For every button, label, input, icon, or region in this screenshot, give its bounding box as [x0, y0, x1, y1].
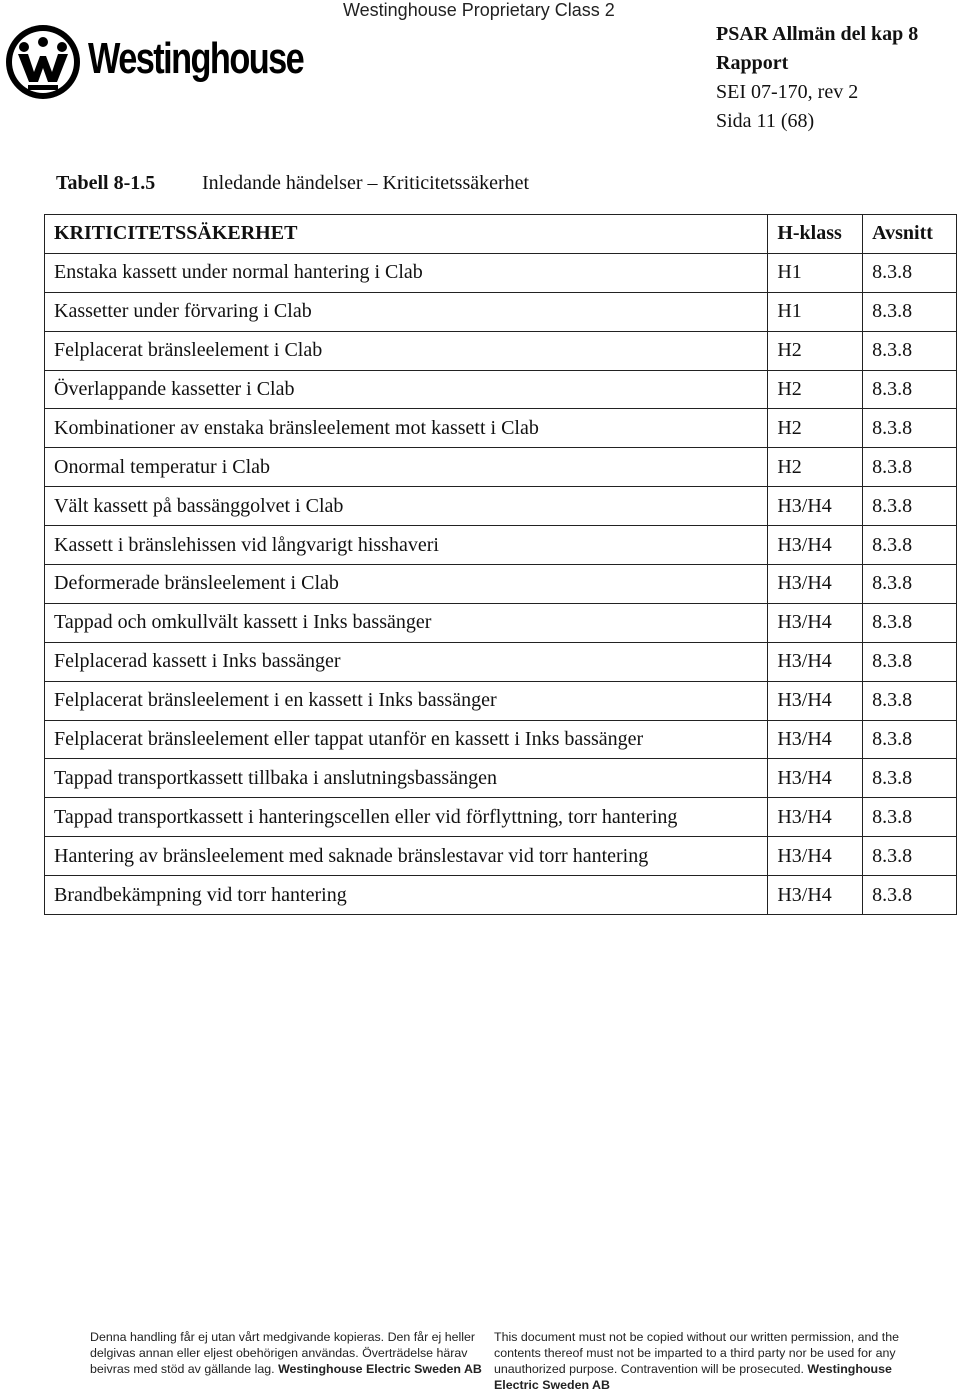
footer-en-text: This document must not be copied without our written permission, and the contents thereof must not be imparted to a third party nor be used for any unauthorized purpose. Contravention will be prosecuted.	[494, 1330, 899, 1376]
table-row	[45, 759, 957, 798]
footer-english-notice	[494, 1329, 934, 1393]
header-section: Avsnitt	[863, 215, 957, 254]
section-cell: 8.3.8	[863, 292, 957, 331]
event-cell: Kombinationer av enstaka bränsleelement mot kassett i Clab	[45, 409, 768, 448]
criticality-table	[44, 214, 957, 915]
document-type: Rapport	[716, 52, 789, 74]
event-cell: Onormal temperatur i Clab	[45, 448, 768, 487]
table-number: Tabell 8-1.5	[56, 172, 156, 194]
event-cell: Överlappande kassetter i Clab	[45, 370, 768, 409]
table-caption	[56, 172, 529, 195]
event-cell: Tappad transportkassett i hanteringscellen eller vid förflyttning, torr hantering	[45, 798, 768, 837]
h-class-cell: H3/H4	[768, 720, 863, 759]
h-class-cell: H3/H4	[768, 837, 863, 876]
section-cell: 8.3.8	[863, 253, 957, 292]
event-cell: Felplacerat bränsleelement eller tappat utanför en kassett i Inks bassänger	[45, 720, 768, 759]
footer-sv-company: Westinghouse Electric Sweden AB	[278, 1362, 482, 1376]
table-row	[45, 253, 957, 292]
h-class-cell: H3/H4	[768, 526, 863, 565]
h-class-cell: H3/H4	[768, 603, 863, 642]
h-class-cell: H1	[768, 253, 863, 292]
document-title: PSAR Allmän del kap 8	[716, 23, 919, 45]
section-cell: 8.3.8	[863, 798, 957, 837]
section-cell: 8.3.8	[863, 526, 957, 565]
section-cell: 8.3.8	[863, 487, 957, 526]
h-class-cell: H3/H4	[768, 642, 863, 681]
westinghouse-logo	[4, 20, 324, 104]
h-class-cell: H3/H4	[768, 565, 863, 604]
event-cell: Felplacerat bränsleelement i en kassett i Inks bassänger	[45, 681, 768, 720]
section-cell: 8.3.8	[863, 681, 957, 720]
table-row	[45, 448, 957, 487]
table-row	[45, 409, 957, 448]
westinghouse-circle-w-logo-icon	[4, 20, 82, 104]
h-class-cell: H1	[768, 292, 863, 331]
h-class-cell: H3/H4	[768, 798, 863, 837]
section-cell: 8.3.8	[863, 409, 957, 448]
h-class-cell: H3/H4	[768, 759, 863, 798]
table-row	[45, 603, 957, 642]
table-row	[45, 681, 957, 720]
table-row	[45, 642, 957, 681]
section-cell: 8.3.8	[863, 837, 957, 876]
h-class-cell: H2	[768, 448, 863, 487]
h-class-cell: H3/H4	[768, 876, 863, 915]
event-cell: Felplacerad kassett i Inks bassänger	[45, 642, 768, 681]
footer-swedish-notice	[90, 1329, 482, 1377]
section-cell: 8.3.8	[863, 603, 957, 642]
section-cell: 8.3.8	[863, 759, 957, 798]
table-title: Inledande händelser – Kriticitetssäkerhet	[202, 172, 530, 194]
event-cell: Tappad transportkassett tillbaka i anslutningsbassängen	[45, 759, 768, 798]
event-cell: Kassetter under förvaring i Clab	[45, 292, 768, 331]
event-cell: Hantering av bränsleelement med saknade bränslestavar vid torr hantering	[45, 837, 768, 876]
h-class-cell: H2	[768, 409, 863, 448]
event-cell: Brandbekämpning vid torr hantering	[45, 876, 768, 915]
table-row	[45, 565, 957, 604]
header-category: KRITICITETSSÄKERHET	[45, 215, 768, 254]
table-header-row	[45, 215, 957, 254]
table-row	[45, 876, 957, 915]
event-cell: Deformerade bränsleelement i Clab	[45, 565, 768, 604]
h-class-cell: H2	[768, 370, 863, 409]
section-cell: 8.3.8	[863, 876, 957, 915]
event-cell: Vält kassett på bassänggolvet i Clab	[45, 487, 768, 526]
table-row	[45, 526, 957, 565]
event-cell: Enstaka kassett under normal hantering i Clab	[45, 253, 768, 292]
h-class-cell: H2	[768, 331, 863, 370]
section-cell: 8.3.8	[863, 720, 957, 759]
document-info	[716, 20, 918, 136]
section-cell: 8.3.8	[863, 565, 957, 604]
page-number: Sida 11 (68)	[716, 110, 815, 132]
section-cell: 8.3.8	[863, 448, 957, 487]
event-cell: Tappad och omkullvält kassett i Inks bassänger	[45, 603, 768, 642]
classification-label: Westinghouse Proprietary Class 2	[343, 0, 615, 20]
event-cell: Felplacerat bränsleelement i Clab	[45, 331, 768, 370]
section-cell: 8.3.8	[863, 370, 957, 409]
h-class-cell: H3/H4	[768, 681, 863, 720]
table-row	[45, 331, 957, 370]
logo-wordmark: Westinghouse	[88, 34, 304, 83]
section-cell: 8.3.8	[863, 642, 957, 681]
header-h-class: H-klass	[768, 215, 863, 254]
table-row	[45, 720, 957, 759]
footer-en-company: Westinghouse Electric Sweden AB	[494, 1362, 892, 1392]
table-row	[45, 292, 957, 331]
document-id: SEI 07-170, rev 2	[716, 81, 859, 103]
event-cell: Kassett i bränslehissen vid långvarigt hisshaveri	[45, 526, 768, 565]
section-cell: 8.3.8	[863, 331, 957, 370]
h-class-cell: H3/H4	[768, 487, 863, 526]
table-row	[45, 798, 957, 837]
footer-sv-text: Denna handling får ej utan vårt medgivande kopieras. Den får ej heller delgivas annan eller eljest obehörigen användas. Överträdelse härav beivras med stöd av gällande lag.	[90, 1330, 476, 1376]
table-row	[45, 837, 957, 876]
table-row	[45, 487, 957, 526]
table-row	[45, 370, 957, 409]
